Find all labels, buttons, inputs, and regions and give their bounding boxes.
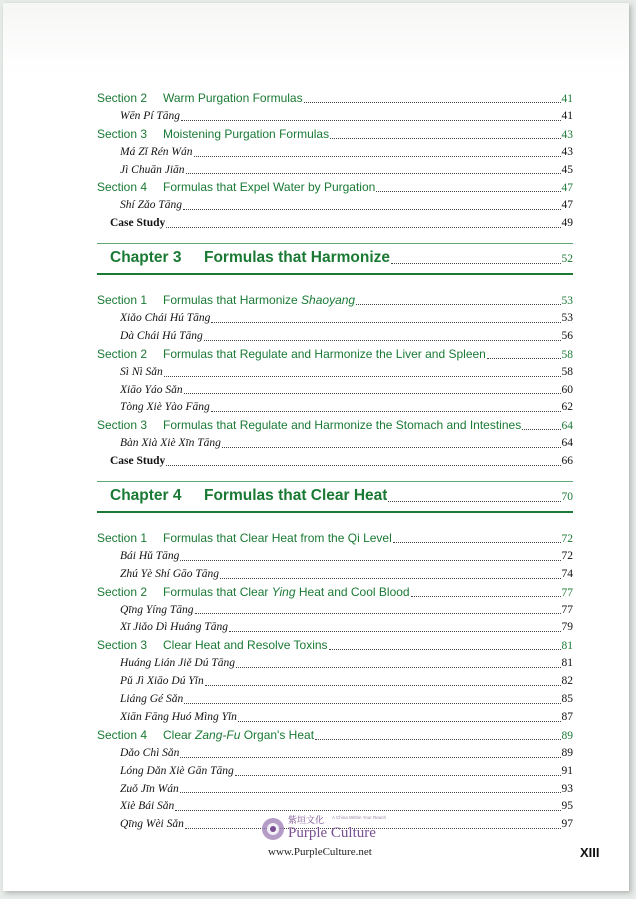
formula-title: Liáng Gé Sǎn xyxy=(120,693,184,706)
leader-dots xyxy=(183,209,561,210)
section-title: Formulas that Harmonize xyxy=(163,293,302,308)
toc-formula-row xyxy=(97,602,573,620)
page-ref: 56 xyxy=(561,329,573,342)
formula-title: Xiè Bái Sǎn xyxy=(120,800,175,813)
leader-dots xyxy=(175,810,560,811)
toc-formula-row xyxy=(97,399,573,417)
page-ref: 97 xyxy=(561,818,573,831)
page-ref: 41 xyxy=(561,109,573,122)
purple-culture-watermark xyxy=(258,813,408,863)
section-title: Clear xyxy=(163,727,196,742)
toc-formula-row xyxy=(97,382,573,400)
section-label: Section 4 xyxy=(97,180,148,195)
formula-title: Zhú Yè Shí Gāo Tāng xyxy=(120,567,220,580)
section-title: Clear Heat and Resolve Toxins xyxy=(163,638,328,653)
book-page xyxy=(3,3,629,891)
page-ref: 52 xyxy=(561,253,573,266)
toc-section-row xyxy=(97,346,573,364)
chapter-heading xyxy=(97,481,573,513)
toc-formula-row xyxy=(97,763,573,781)
formula-title: Wēn Pí Tāng xyxy=(120,109,181,122)
section-label: Section 3 xyxy=(97,638,148,653)
toc-section-row xyxy=(97,90,573,108)
leader-dots xyxy=(304,102,561,103)
formula-title: Shí Zǎo Tāng xyxy=(120,199,182,212)
section-label: Section 1 xyxy=(97,293,148,308)
toc-formula-row xyxy=(97,162,573,180)
page-ref: 58 xyxy=(561,365,573,378)
section-title: Formulas that Expel Water by Purgation xyxy=(163,180,376,195)
leader-dots xyxy=(356,304,560,305)
leader-dots xyxy=(220,578,560,579)
leader-dots xyxy=(186,173,561,174)
leader-dots xyxy=(204,340,561,341)
page-ref: 87 xyxy=(561,710,573,723)
leader-dots xyxy=(391,263,560,264)
section-title: Formulas that Regulate and Harmonize the Liver and Spleen xyxy=(163,346,486,361)
leader-dots xyxy=(222,447,561,448)
toc-section-row xyxy=(97,126,573,144)
section-title: Warm Purgation Formulas xyxy=(163,91,303,105)
formula-title: Tòng Xiè Yào Fāng xyxy=(120,401,210,414)
formula-title: Xiāo Yáo Sǎn xyxy=(120,383,183,396)
toc-section-row xyxy=(97,727,573,745)
section-title: Formulas that Regulate and Harmonize the Stomach and Intestines xyxy=(163,418,522,433)
section-title-italic: Zang-Fu xyxy=(195,727,241,742)
toc-formula-row xyxy=(97,781,573,799)
watermark-chinese-name: 紫垣文化 xyxy=(288,815,325,825)
toc-section-row xyxy=(97,179,573,197)
formula-title: Xī Jiǎo Dì Huáng Tāng xyxy=(120,621,228,634)
formula-title: Pǔ Jì Xiāo Dú Yǐn xyxy=(120,675,204,688)
section-label: Section 3 xyxy=(97,126,148,141)
section-title-italic: Ying xyxy=(271,584,296,599)
leader-dots xyxy=(388,501,560,502)
formula-title: Jì Chuān Jiān xyxy=(120,163,185,176)
leader-dots xyxy=(166,227,560,228)
formula-title: Zuǒ Jīn Wán xyxy=(120,782,179,795)
page-ref: 77 xyxy=(561,586,573,599)
leader-dots xyxy=(376,191,560,192)
leader-dots xyxy=(211,411,561,412)
toc-formula-row xyxy=(97,144,573,162)
leader-dots xyxy=(393,542,561,543)
page-ref: 53 xyxy=(561,312,573,325)
leader-dots xyxy=(330,138,560,139)
leader-dots xyxy=(166,465,560,466)
page-ref: 43 xyxy=(561,145,573,158)
leader-dots xyxy=(195,613,561,614)
chapter-title: Formulas that Clear Heat xyxy=(204,487,388,505)
section-title: Moistening Purgation Formulas xyxy=(163,126,330,141)
page-ref: 60 xyxy=(561,383,573,396)
section-label: Section 1 xyxy=(97,531,148,546)
case-study-title: Case Study xyxy=(110,455,166,468)
toc-formula-row xyxy=(97,745,573,763)
toc-formula-row xyxy=(97,310,573,328)
page-ref: 81 xyxy=(561,657,573,670)
section-title-end: Organ's Heat xyxy=(240,727,315,742)
section-title-end: Heat and Cool Blood xyxy=(295,584,410,599)
toc-section-row xyxy=(97,637,573,655)
toc-formula-row xyxy=(97,364,573,382)
toc-formula-row xyxy=(97,566,573,584)
page-ref: 95 xyxy=(561,800,573,813)
toc-formula-row xyxy=(97,548,573,566)
toc-formula-row xyxy=(97,709,573,727)
formula-title: Qīng Yíng Tāng xyxy=(120,603,194,616)
section-title: Formulas that Clear xyxy=(163,584,272,599)
watermark-url: www.PurpleCulture.net xyxy=(268,846,372,858)
toc-section-row xyxy=(97,530,573,548)
page-ref: 82 xyxy=(561,675,573,688)
toc-section-row xyxy=(97,292,573,310)
chapter-label: Chapter 4 xyxy=(110,487,182,505)
section-title: Formulas that Clear Heat from the Qi Level xyxy=(163,531,392,546)
leader-dots xyxy=(184,703,560,704)
leader-dots xyxy=(411,596,561,597)
leader-dots xyxy=(184,393,561,394)
formula-title: Xiān Fāng Huó Mìng Yǐn xyxy=(120,710,237,723)
leader-dots xyxy=(238,721,561,722)
case-study-title: Case Study xyxy=(110,217,166,230)
leader-dots xyxy=(180,792,561,793)
leader-dots xyxy=(181,120,560,121)
page-ref: 91 xyxy=(561,764,573,777)
toc-section-row xyxy=(97,417,573,435)
toc-formula-row xyxy=(97,619,573,637)
leader-dots xyxy=(180,560,560,561)
toc-formula-row xyxy=(97,691,573,709)
page-ref: 72 xyxy=(561,533,573,546)
page-ref: 85 xyxy=(561,693,573,706)
formula-title: Huáng Lián Jiě Dú Tāng xyxy=(120,657,235,670)
table-of-contents xyxy=(97,90,573,834)
page-ref: 93 xyxy=(561,782,573,795)
leader-dots xyxy=(180,757,560,758)
leader-dots xyxy=(487,358,561,359)
chapter-label: Chapter 3 xyxy=(110,249,182,267)
section-label: Section 2 xyxy=(97,91,148,105)
formula-title: Sì Nì Sǎn xyxy=(120,365,163,378)
leader-dots xyxy=(205,685,561,686)
toc-formula-row xyxy=(97,673,573,691)
page-ref: 62 xyxy=(561,401,573,414)
page-ref: 77 xyxy=(561,603,573,616)
section-title-italic: Shaoyang xyxy=(301,293,356,308)
section-label: Section 2 xyxy=(97,346,148,361)
formula-title: Dà Chái Hú Tāng xyxy=(120,329,203,342)
formula-title: Lóng Dǎn Xiè Gān Tāng xyxy=(120,764,234,777)
leader-dots xyxy=(229,631,561,632)
page-ref: 89 xyxy=(561,729,573,742)
leader-dots xyxy=(522,429,560,430)
leader-dots xyxy=(194,156,561,157)
page-ref: 66 xyxy=(561,455,573,468)
page-ref: 49 xyxy=(561,217,573,230)
watermark-tagline: A China Within Your Reach xyxy=(332,815,387,820)
leader-dots xyxy=(329,649,561,650)
leader-dots xyxy=(315,739,560,740)
toc-case-study-row xyxy=(97,453,573,471)
page-ref: 74 xyxy=(561,567,573,580)
leader-dots xyxy=(164,376,561,377)
formula-title: Má Zǐ Rén Wán xyxy=(120,145,193,158)
formula-title: Dǎo Chì Sǎn xyxy=(120,746,180,759)
page-number: XIII xyxy=(580,845,600,860)
page-ref: 64 xyxy=(561,437,573,450)
page-ref: 47 xyxy=(561,182,573,195)
chapter-heading xyxy=(97,243,573,275)
page-ref: 58 xyxy=(561,348,573,361)
formula-title: Xiǎo Chái Hú Tāng xyxy=(120,312,211,325)
section-label: Section 4 xyxy=(97,727,148,742)
page-ref: 70 xyxy=(561,491,573,504)
page-ref: 81 xyxy=(561,640,573,653)
toc-formula-row xyxy=(97,655,573,673)
toc-formula-row xyxy=(97,108,573,126)
purple-culture-logo-icon xyxy=(260,814,286,844)
toc-formula-row xyxy=(97,197,573,215)
formula-title: Bàn Xià Xiè Xīn Tāng xyxy=(120,437,221,450)
toc-formula-row xyxy=(97,435,573,453)
chapter-title: Formulas that Harmonize xyxy=(204,249,391,267)
page-ref: 79 xyxy=(561,621,573,634)
page-ref: 41 xyxy=(561,93,573,105)
section-label: Section 2 xyxy=(97,584,148,599)
leader-dots xyxy=(236,667,561,668)
section-label: Section 3 xyxy=(97,418,148,433)
formula-title: Bái Hǔ Tāng xyxy=(120,549,180,562)
toc-case-study-row xyxy=(97,215,573,233)
page-ref: 53 xyxy=(561,295,573,308)
leader-dots xyxy=(211,322,560,323)
page-ref: 43 xyxy=(561,128,573,141)
page-ref: 89 xyxy=(561,746,573,759)
formula-title: Qīng Wèi Sǎn xyxy=(120,818,184,831)
watermark-brand-name: Purple Culture xyxy=(288,825,376,841)
leader-dots xyxy=(235,775,561,776)
page-ref: 64 xyxy=(561,420,573,433)
toc-section-row xyxy=(97,584,573,602)
page-ref: 45 xyxy=(561,163,573,176)
page-ref: 72 xyxy=(561,549,573,562)
toc-formula-row xyxy=(97,328,573,346)
page-ref: 47 xyxy=(561,199,573,212)
